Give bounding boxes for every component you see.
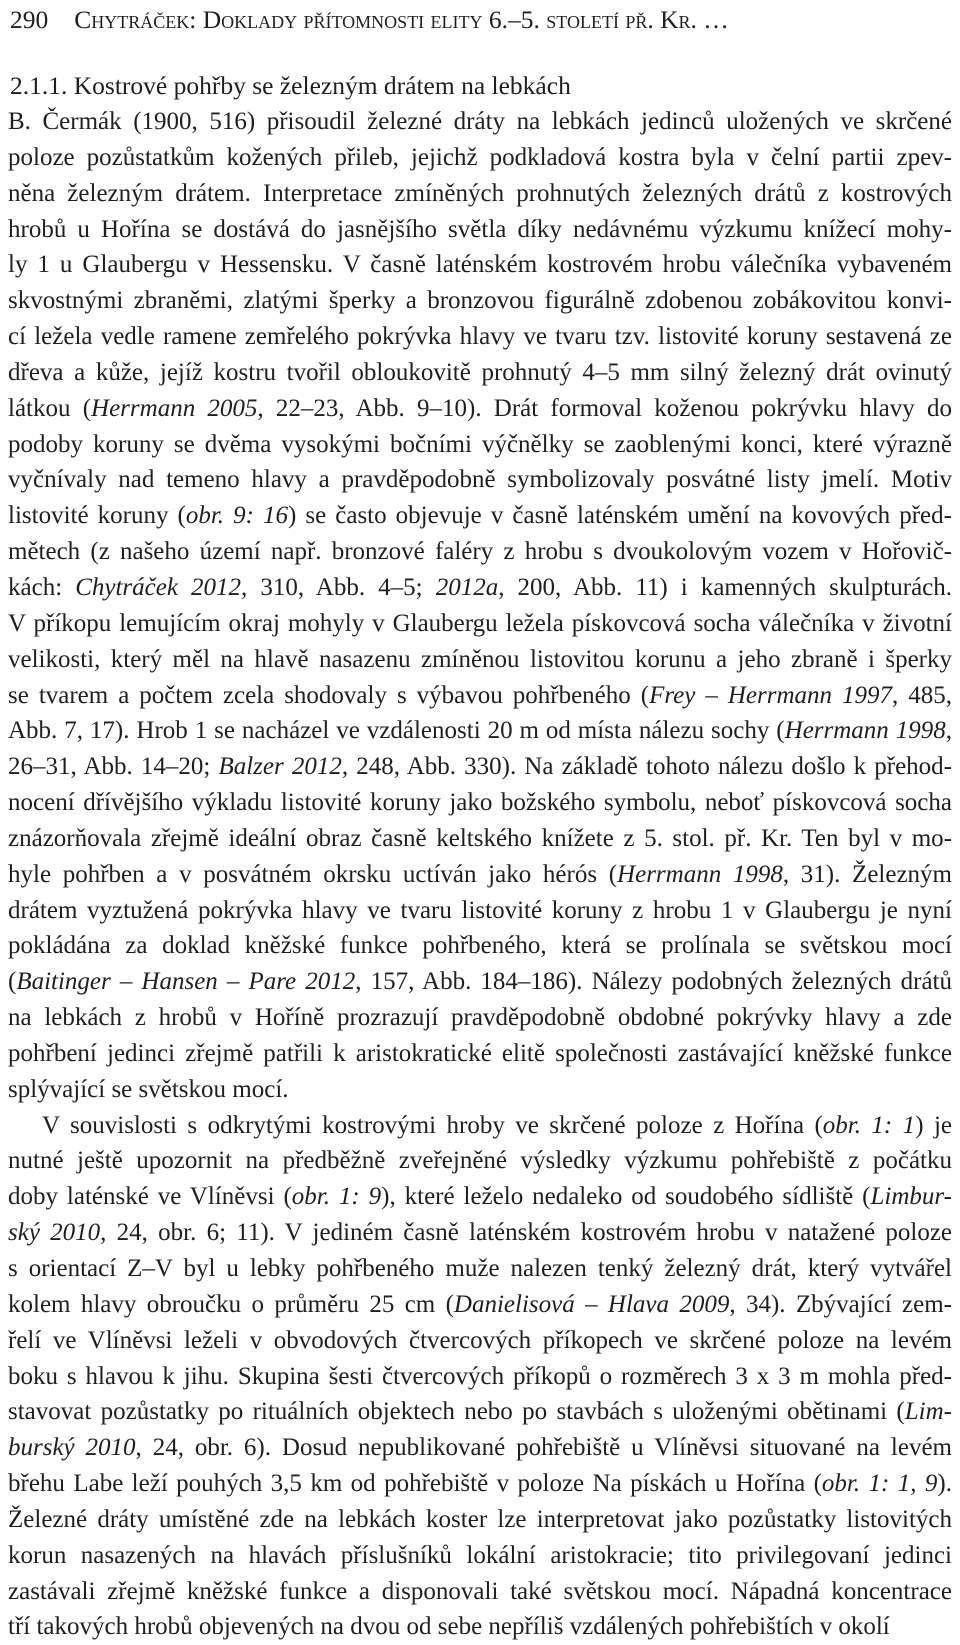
citation-italic: burský 2010 — [8, 1434, 136, 1462]
text-run: , 310, Abb. 4–5; — [241, 573, 436, 601]
text-line — [8, 785, 952, 821]
text-run: se tvarem a počtem zcela shodovaly s výbavou pohřbeného ( — [8, 681, 650, 709]
text-line — [8, 140, 952, 176]
text-run: 26–31, Abb. 14–20; — [8, 753, 219, 781]
text-run: na lebkách z hrobů v Hoříně prozrazují pravděpodobně obdobné pokrývky hlavy a zde — [8, 1004, 952, 1032]
text-run: kách: — [8, 573, 76, 601]
text-line — [8, 857, 952, 893]
text-run: něna železným drátem. Interpretace zmíněných prohnutých železných drátů z kostrových — [8, 179, 952, 207]
text-line — [8, 678, 952, 714]
text-line — [8, 606, 952, 642]
text-line — [8, 1466, 952, 1502]
text-line — [8, 1502, 952, 1538]
text-line — [8, 893, 952, 929]
text-line — [8, 1108, 952, 1144]
citation-italic: Danielisová – Hlava 2009 — [453, 1290, 730, 1318]
text-line — [8, 1036, 952, 1072]
citation-italic: Frey – Herrmann 1997 — [649, 681, 893, 709]
text-run: poloze pozůstatkům kožených přileb, jejichž podkladová kostra byla v čelní partii zpev- — [8, 143, 952, 171]
text-run: Abb. 7, 17). Hrob 1 se nacházel ve vzdálenosti 20 m od místa nálezu sochy ( — [8, 717, 785, 745]
text-line — [8, 391, 952, 427]
citation-italic: Herrmann 2005 — [91, 394, 258, 422]
text-line — [8, 1609, 952, 1645]
text-run: , 485, — [892, 681, 953, 709]
text-run: ) se často objevuje v časně laténském umění na kovových před- — [287, 502, 952, 530]
text-run: tří takových hrobů objevených na dvou od sebe nepříliš vzdálených pohřebištích v okolí — [8, 1613, 890, 1641]
text-line — [8, 1251, 952, 1287]
page-number: 290 — [10, 5, 49, 34]
text-run: splývající se světskou mocí. — [8, 1075, 289, 1103]
text-run: korun nasazených na hlavách příslušníků lokální aristokracie; tito privilegovaní jedinci — [8, 1541, 952, 1569]
text-run: , 22–23, Abb. 9–10). Drát formoval koženou pokrývku hlavy do — [257, 394, 952, 422]
text-run: , 34). Zbývající zem- — [729, 1290, 952, 1318]
text-line — [8, 570, 952, 606]
text-line — [8, 1359, 952, 1395]
text-line — [8, 1574, 952, 1610]
text-run: boku s hlavou k jihu. Skupina šesti čtvercových příkopů o rozměrech 3 x 3 m mohla před- — [8, 1362, 952, 1390]
text-run: listovité koruny ( — [8, 502, 186, 530]
citation-italic: Balzer 2012 — [218, 753, 342, 781]
text-line — [8, 176, 952, 212]
text-run: hrobů u Hořína se dostává do jasnějšího světla díky nedávnému výzkumu knížecí mohy- — [8, 215, 952, 243]
citation-italic: obr. 9: 16 — [185, 502, 288, 530]
text-run: doby laténské ve Vlíněvsi ( — [8, 1183, 292, 1211]
text-run: ( — [8, 968, 17, 996]
text-line — [8, 964, 952, 1000]
text-line — [8, 534, 952, 570]
text-run: podoby koruny se dvěma vysokými bočními výčnělky se zaoblenými konci, které výrazně — [8, 430, 952, 458]
text-run: B. Čermák (1900, 516) přisoudil železné dráty na lebkách jedinců uložených ve skrčené — [8, 108, 952, 135]
text-run: drátem vyztužená pokrývka hlavy ve tvaru listovité koruny z hrobu 1 v Glaubergu je nyní — [8, 896, 952, 924]
text-run: , 24, obr. 6; 11). V jediném časně laténském kostrovém hrobu v natažené poloze — [100, 1219, 953, 1247]
text-line — [8, 1215, 952, 1251]
text-run: hyle pohřben a v posvátném okrsku uctíván jako hérós ( — [8, 860, 618, 888]
text-line — [8, 1143, 952, 1179]
text-run: ). — [937, 1470, 952, 1498]
running-title: Chytráček: Doklady přítomnosti elity 6.–5. století př. Kr. … — [74, 5, 729, 34]
citation-italic: Baitinger – Hansen – Pare 2012 — [16, 968, 356, 996]
citation-italic: Limbur- — [870, 1183, 952, 1211]
text-run: kolem hlavy obroučku o průměru 25 cm ( — [8, 1290, 454, 1318]
text-line — [8, 1000, 952, 1036]
text-line — [8, 1072, 952, 1108]
text-run: pokládána za doklad kněžské funkce pohřbeného, která se prolínala se světskou mocí — [8, 932, 952, 960]
text-line — [8, 1323, 952, 1359]
text-run: ) je — [915, 1111, 952, 1139]
citation-italic: obr. 1: 9 — [291, 1183, 382, 1211]
text-line — [8, 498, 952, 534]
text-line — [8, 1287, 952, 1323]
text-line — [8, 749, 952, 785]
section-heading: 2.1.1. Kostrové pohřby se železným drátem na lebkách — [10, 71, 571, 100]
text-run: ), které leželo nedaleko od soudobého sídliště ( — [381, 1183, 871, 1211]
text-run: , — [945, 717, 952, 745]
text-line — [8, 462, 952, 498]
text-run: pohřbení jedinci zřejmě patřili k aristokratické elitě společnosti zastávající kněžské funkce — [8, 1039, 952, 1067]
text-line — [8, 319, 952, 355]
text-run: nocení dřívějšího výkladu listovité koruny jako božského symbolu, neboť pískovcová socha — [8, 789, 952, 817]
text-line — [8, 1430, 952, 1466]
text-run: dřeva a kůže, jejíž kostru tvořil obloukovitě prohnutý 4–5 mm silný železný drát ovinutý — [8, 358, 952, 386]
text-run: břehu Labe leží pouhých 3,5 km od pohřebiště v poloze Na pískách u Hořína ( — [8, 1470, 822, 1498]
text-run: Železné dráty umístěné zde na lebkách koster lze interpretovat jako pozůstatky listovitých — [8, 1505, 952, 1533]
text-run: látkou ( — [8, 394, 92, 422]
text-line — [8, 821, 952, 857]
text-run: nutné ještě upozornit na předběžně zveřejněné výsledky výzkumu pohřebiště z počátku — [8, 1147, 952, 1175]
citation-italic: ský 2010 — [8, 1219, 101, 1247]
text-line — [8, 713, 952, 749]
text-run: zastávali zřejmě kněžské funkce a disponovali také světskou mocí. Nápadná koncentrace — [8, 1577, 952, 1605]
text-line — [8, 212, 952, 248]
text-run: ly 1 u Glaubergu v Hessensku. V časně laténském kostrovém hrobu válečníka vybaveném — [8, 251, 952, 279]
text-run: , 24, obr. 6). Dosud nepublikované pohřebiště u Vlíněvsi situované na levém — [135, 1434, 952, 1462]
body-text — [8, 104, 952, 1645]
text-run: znázorňovala zřejmě ideální obraz časně keltského knížete z 5. stol. př. Kr. Ten byl v mo- — [8, 824, 952, 852]
text-line — [8, 247, 952, 283]
running-header — [10, 2, 950, 38]
citation-italic: Herrmann 1998 — [617, 860, 783, 888]
text-run: , 31). Železným — [782, 860, 953, 888]
text-run: cí ležela vedle ramene zemřelého pokrývka hlavy ve tvaru tzv. listovité koruny sestavená ze — [8, 323, 952, 351]
text-line — [8, 1394, 952, 1430]
text-line — [8, 104, 952, 140]
text-line — [8, 642, 952, 678]
citation-italic: obr. 1: 1 — [822, 1111, 916, 1139]
citation-italic: Chytráček 2012 — [75, 573, 242, 601]
citation-italic: Lim- — [904, 1398, 952, 1426]
text-run: , 200, Abb. 11) i kamenných skulpturách. — [498, 573, 953, 601]
text-line — [8, 928, 952, 964]
text-run: mětech (z našeho území např. bronzové faléry z hrobu s dvoukolovým vozem v Hořovič- — [8, 538, 952, 566]
text-run: skvostnými zbraněmi, zlatými šperky a bronzovou figurálně zdobenou zobákovitou konvi- — [8, 287, 952, 315]
text-run: V příkopu lemujícím okraj mohyly v Glaubergu ležela pískovcová socha válečníka v životní — [8, 609, 952, 637]
text-run: vyčnívaly nad temeno hlavy a pravděpodobně symbolizovaly posvátné listy jmelí. Motiv — [8, 466, 952, 494]
text-run: , 248, Abb. 330). Na základě tohoto nálezu došlo k přehod- — [341, 753, 953, 781]
text-run: velikosti, který měl na hlavě nasazenu zmíněnou listovitou korunu a jeho zbraně i šperky — [8, 645, 952, 673]
text-line — [8, 283, 952, 319]
citation-italic: obr. 1: 1, 9 — [821, 1470, 938, 1498]
text-run: stavovat pozůstatky po rituálních objektech nebo po stavbách s uloženými obětinami ( — [8, 1398, 905, 1426]
text-run: , 157, Abb. 184–186). Nálezy podobných železných drátů — [355, 968, 952, 996]
text-line — [8, 427, 952, 463]
citation-italic: 2012a — [435, 573, 499, 601]
text-line — [8, 355, 952, 391]
text-run: s orientací Z–V byl u lebky pohřbeného muže nalezen tenký železný drát, který vytvářel — [8, 1255, 952, 1282]
text-line — [8, 1179, 952, 1215]
text-run: V souvislosti s odkrytými kostrovými hroby ve skrčené poloze z Hořína ( — [42, 1111, 823, 1139]
text-line — [8, 1538, 952, 1574]
text-run: řelí ve Vlíněvsi leželi v obvodových čtvercových příkopech ve skrčené poloze na levém — [8, 1326, 952, 1354]
citation-italic: Herrmann 1998 — [784, 717, 946, 745]
